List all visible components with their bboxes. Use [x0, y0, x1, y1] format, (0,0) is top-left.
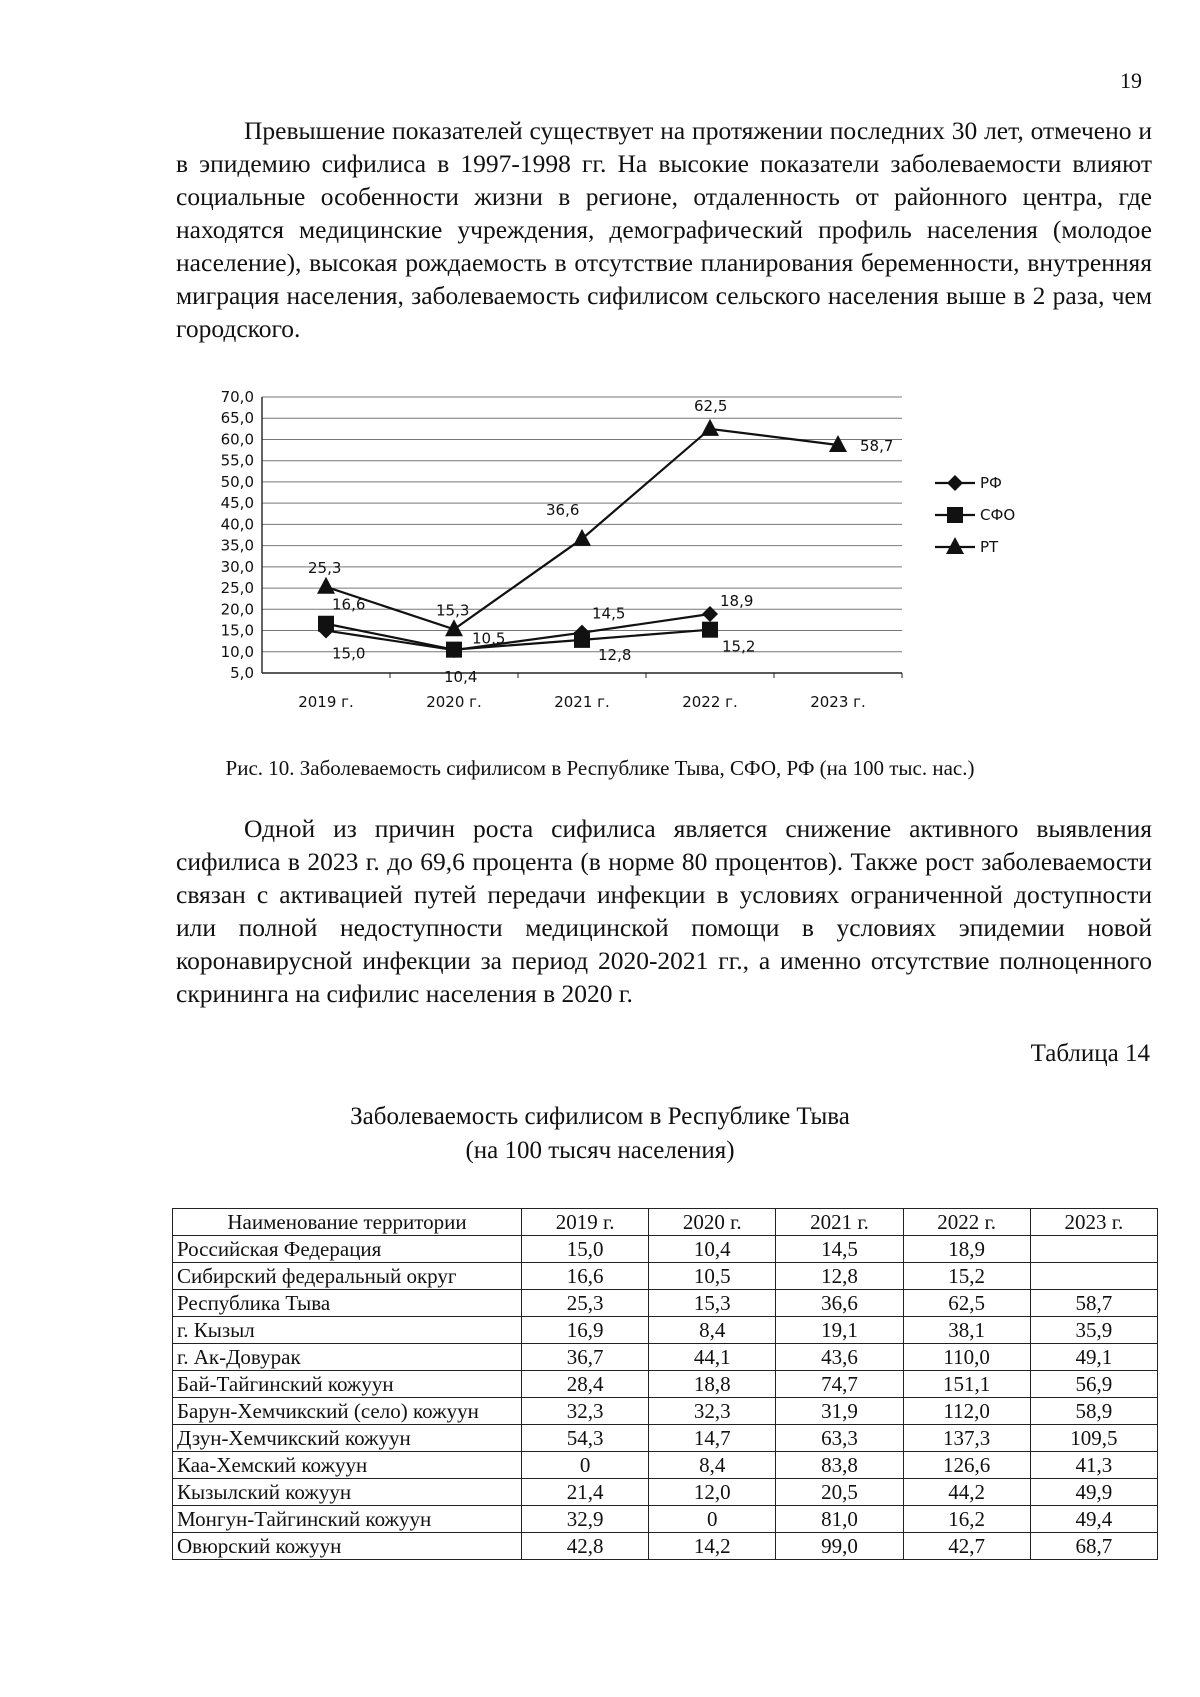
y-tick-label: 40,0 — [220, 515, 254, 534]
paragraph-causes: Одной из причин роста сифилиса является снижение активного выявления сифилиса в 2023 г. до 69,6 процента (в норме 80 процентов). Также рост заболеваемости связан с активацией путей передачи инфекции в условиях ограниченной доступности или полной недоступности медицинской помощи в условиях эпидемии новой коронавирусной инфекции за период 2020-2021 гг., а именно отсутствие полноценного скрининга на сифилис населения в 2020 г. — [176, 814, 1152, 1008]
cell-2019: 16,9 — [522, 1317, 649, 1344]
legend-marker-square — [947, 507, 963, 523]
header-2022: 2022 г. — [903, 1209, 1030, 1236]
cell-2019: 28,4 — [522, 1371, 649, 1398]
cell-2020: 44,1 — [649, 1344, 776, 1371]
data-point-diamond — [702, 606, 718, 622]
cell-2022: 151,1 — [903, 1371, 1030, 1398]
y-tick-label: 55,0 — [220, 451, 254, 470]
legend-label: РТ — [980, 538, 999, 556]
page-number: 19 — [1120, 68, 1142, 93]
header-2019: 2019 г. — [522, 1209, 649, 1236]
y-tick-label: 60,0 — [220, 430, 254, 449]
cell-2021: 19,1 — [776, 1317, 903, 1344]
x-tick-label: 2021 г. — [554, 693, 610, 711]
cell-2023: 58,7 — [1030, 1290, 1157, 1317]
cell-2019: 32,3 — [522, 1398, 649, 1425]
y-tick-label: 35,0 — [220, 536, 254, 555]
table-row — [173, 1425, 1158, 1452]
cell-territory: Монгун-Тайгинский кожуун — [173, 1506, 522, 1533]
header-2023: 2023 г. — [1030, 1209, 1157, 1236]
cell-2022: 112,0 — [903, 1398, 1030, 1425]
cell-territory: Республика Тыва — [173, 1290, 522, 1317]
cell-2021: 36,6 — [776, 1290, 903, 1317]
cell-territory: Барун-Хемчикский (село) кожуун — [173, 1398, 522, 1425]
table-row — [173, 1371, 1158, 1398]
y-tick-label: 45,0 — [220, 494, 254, 513]
cell-2019: 36,7 — [522, 1344, 649, 1371]
cell-2022: 16,2 — [903, 1506, 1030, 1533]
cell-2019: 21,4 — [522, 1479, 649, 1506]
cell-territory: Российская Федерация — [173, 1236, 522, 1263]
cell-territory: Дзун-Хемчикский кожуун — [173, 1425, 522, 1452]
cell-2023: 49,4 — [1030, 1506, 1157, 1533]
table-title-line-2: (на 100 тысяч населения) — [465, 1137, 735, 1164]
data-label: 16,6 — [332, 595, 366, 614]
header-2020: 2020 г. — [649, 1209, 776, 1236]
cell-2021: 83,8 — [776, 1452, 903, 1479]
cell-2023: 109,5 — [1030, 1425, 1157, 1452]
cell-2023: 41,3 — [1030, 1452, 1157, 1479]
data-point-square — [446, 642, 462, 658]
cell-2023: 35,9 — [1030, 1317, 1157, 1344]
cell-2022: 126,6 — [903, 1452, 1030, 1479]
table-row — [173, 1317, 1158, 1344]
y-tick-label: 70,0 — [220, 388, 254, 406]
cell-2021: 20,5 — [776, 1479, 903, 1506]
table-title-line-1: Заболеваемость сифилисом в Республике Тыва — [350, 1103, 850, 1130]
data-point-square — [574, 632, 590, 648]
data-label: 15,0 — [332, 644, 366, 663]
legend-label: СФО — [980, 506, 1016, 524]
cell-2022: 18,9 — [903, 1236, 1030, 1263]
cell-2020: 14,7 — [649, 1425, 776, 1452]
cell-2022: 137,3 — [903, 1425, 1030, 1452]
data-label: 58,7 — [860, 436, 894, 455]
cell-2022: 15,2 — [903, 1263, 1030, 1290]
data-point-square — [702, 622, 718, 638]
legend-label: РФ — [980, 474, 1002, 492]
cell-2020: 32,3 — [649, 1398, 776, 1425]
table-row — [173, 1479, 1158, 1506]
series-line-square — [326, 624, 710, 650]
legend-marker-diamond — [947, 475, 963, 491]
cell-2021: 31,9 — [776, 1398, 903, 1425]
cell-2021: 43,6 — [776, 1344, 903, 1371]
cell-2020: 18,8 — [649, 1371, 776, 1398]
cell-territory: Овюрский кожуун — [173, 1533, 522, 1560]
x-tick-label: 2022 г. — [682, 693, 738, 711]
data-label: 62,5 — [694, 396, 728, 415]
cell-2019: 32,9 — [522, 1506, 649, 1533]
cell-2020: 14,2 — [649, 1533, 776, 1560]
data-label: 15,2 — [722, 637, 756, 656]
cell-territory: Бай-Тайгинский кожуун — [173, 1371, 522, 1398]
table-row — [173, 1506, 1158, 1533]
cell-2021: 74,7 — [776, 1371, 903, 1398]
cell-2023: 49,1 — [1030, 1344, 1157, 1371]
cell-2022: 38,1 — [903, 1317, 1030, 1344]
cell-2019: 42,8 — [522, 1533, 649, 1560]
cell-2022: 42,7 — [903, 1533, 1030, 1560]
cell-2022: 110,0 — [903, 1344, 1030, 1371]
cell-territory: г. Кызыл — [173, 1317, 522, 1344]
cell-2023 — [1030, 1236, 1157, 1263]
figure-caption: Рис. 10. Заболеваемость сифилисом в Республике Тыва, СФО, РФ (на 100 тыс. нас.) — [225, 756, 975, 780]
y-tick-label: 20,0 — [220, 600, 254, 619]
table-label: Таблица 14 — [1030, 1040, 1150, 1067]
y-tick-label: 15,0 — [220, 621, 254, 640]
cell-2020: 0 — [649, 1506, 776, 1533]
table-row — [173, 1344, 1158, 1371]
data-label: 10,5 — [472, 629, 506, 648]
cell-2021: 12,8 — [776, 1263, 903, 1290]
data-label: 15,3 — [436, 601, 470, 620]
cell-2019: 15,0 — [522, 1236, 649, 1263]
cell-territory: Кызылский кожуун — [173, 1479, 522, 1506]
table-title — [0, 1100, 1200, 1168]
cell-2020: 10,4 — [649, 1236, 776, 1263]
cell-2019: 54,3 — [522, 1425, 649, 1452]
cell-territory: Сибирский федеральный округ — [173, 1263, 522, 1290]
paragraph-intro: Превышение показателей существует на протяжении последних 30 лет, отмечено и в эпидемию сифилиса в 1997-1998 гг. На высокие показатели заболеваемости влияют социальные особенности жизни в регионе, отдаленность от районного центра, где находятся медицинские учреждения, демографический профиль населения (молодое население), высокая рождаемость в отсутствие планирования беременности, внутренняя миграция населения, заболеваемость сифилисом сельского населения выше в 2 раза, чем городского. — [176, 116, 1152, 343]
table-row — [173, 1398, 1158, 1425]
legend-marker-triangle — [946, 537, 964, 554]
cell-2019: 16,6 — [522, 1263, 649, 1290]
y-tick-label: 10,0 — [220, 642, 254, 661]
y-tick-label: 5,0 — [230, 664, 254, 682]
cell-2019: 0 — [522, 1452, 649, 1479]
header-territory: Наименование территории — [173, 1209, 522, 1236]
data-label: 36,6 — [546, 500, 580, 519]
x-tick-label: 2023 г. — [810, 693, 866, 711]
data-point-triangle — [701, 419, 719, 436]
cell-2020: 8,4 — [649, 1452, 776, 1479]
cell-2020: 12,0 — [649, 1479, 776, 1506]
y-tick-label: 50,0 — [220, 472, 254, 491]
x-tick-label: 2020 г. — [426, 693, 482, 711]
cell-2023: 68,7 — [1030, 1533, 1157, 1560]
cell-2020: 15,3 — [649, 1290, 776, 1317]
cell-2021: 14,5 — [776, 1236, 903, 1263]
cell-2021: 81,0 — [776, 1506, 903, 1533]
cell-2022: 62,5 — [903, 1290, 1030, 1317]
cell-2023: 49,9 — [1030, 1479, 1157, 1506]
cell-2019: 25,3 — [522, 1290, 649, 1317]
table-row — [173, 1236, 1158, 1263]
cell-2020: 10,5 — [649, 1263, 776, 1290]
cell-2020: 8,4 — [649, 1317, 776, 1344]
table-row — [173, 1533, 1158, 1560]
y-tick-label: 25,0 — [220, 579, 254, 598]
cell-territory: Каа-Хемский кожуун — [173, 1452, 522, 1479]
cell-2023 — [1030, 1263, 1157, 1290]
y-tick-label: 30,0 — [220, 557, 254, 576]
table-row — [173, 1290, 1158, 1317]
data-point-triangle — [573, 529, 591, 546]
cell-2023: 56,9 — [1030, 1371, 1157, 1398]
data-label: 12,8 — [598, 645, 632, 664]
data-label: 10,4 — [444, 668, 478, 687]
cell-2021: 63,3 — [776, 1425, 903, 1452]
data-point-square — [318, 616, 334, 632]
data-label: 25,3 — [308, 558, 342, 577]
table-body — [173, 1236, 1158, 1560]
cell-2022: 44,2 — [903, 1479, 1030, 1506]
data-label: 18,9 — [720, 591, 754, 610]
x-tick-label: 2019 г. — [298, 693, 354, 711]
data-label: 14,5 — [592, 604, 626, 623]
syphilis-incidence-chart — [190, 385, 1030, 720]
incidence-table — [172, 1208, 1158, 1560]
data-point-triangle — [317, 577, 335, 594]
cell-territory: г. Ак-Довурак — [173, 1344, 522, 1371]
cell-2021: 99,0 — [776, 1533, 903, 1560]
header-2021: 2021 г. — [776, 1209, 903, 1236]
table-header-row — [173, 1209, 1158, 1236]
table-row — [173, 1263, 1158, 1290]
cell-2023: 58,9 — [1030, 1398, 1157, 1425]
table-row — [173, 1452, 1158, 1479]
y-tick-label: 65,0 — [220, 409, 254, 428]
